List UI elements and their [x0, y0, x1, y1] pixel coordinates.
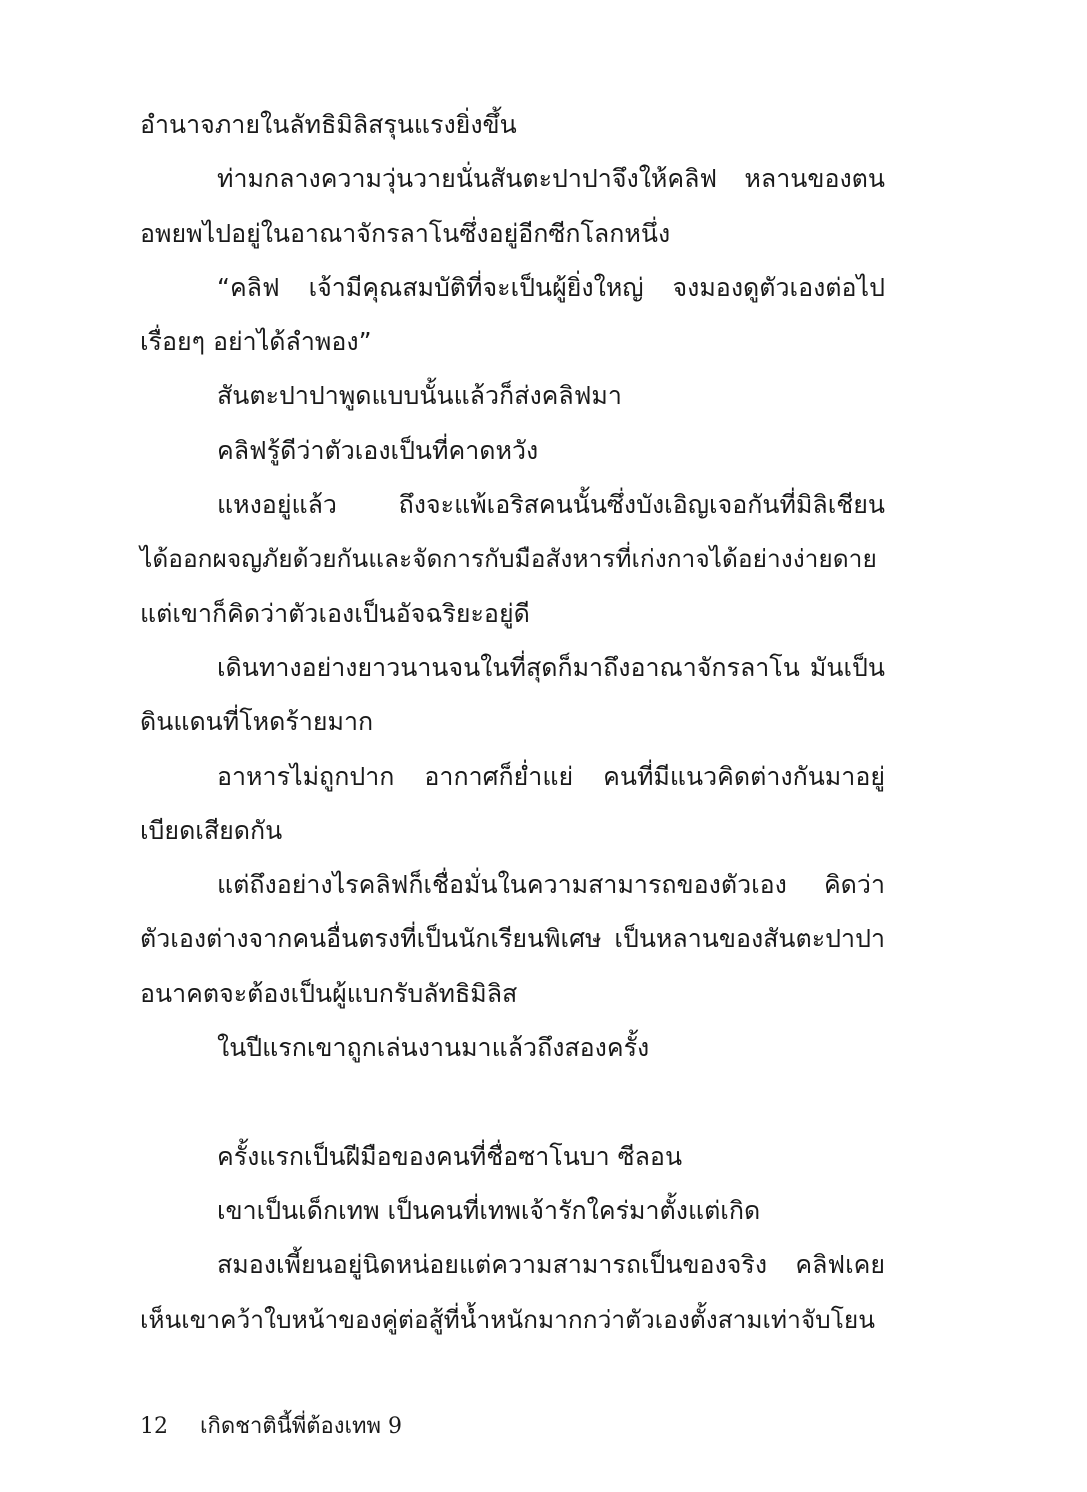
text-line: อพยพไปอยู่ในอาณาจักรลาโนซึ่งอยู่อีกซีกโลกหนึ่ง: [140, 218, 671, 248]
text-line: ดินแดนที่โหดร้ายมาก: [140, 707, 374, 737]
text-line: ตัวเองต่างจากคนอื่นตรงที่เป็นนักเรียนพิเศษ เป็นหลานของสันตะปาปา: [140, 924, 885, 954]
paragraph-first-line: เดินทางอย่างยาวนานจนในที่สุดก็มาถึงอาณาจักรลาโน มันเป็น: [217, 652, 885, 682]
page-footer: [140, 1408, 402, 1443]
text-line: อนาคตจะต้องเป็นผู้แบกรับลัทธิมิลิส: [140, 978, 518, 1008]
text-line: แต่เขาก็คิดว่าตัวเองเป็นอัจฉริยะอยู่ดี: [140, 598, 530, 628]
paragraph-first-line: อาหารไม่ถูกปาก อากาศก็ย่ำแย่ คนที่มีแนวคิดต่างกันมาอยู่: [217, 761, 885, 791]
paragraph-first-line: สมองเพี้ยนอยู่นิดหน่อยแต่ความสามารถเป็นของจริง คลิฟเคย: [217, 1250, 885, 1280]
paragraph-first-line: แต่ถึงอย่างไรคลิฟก็เชื่อมั่นในความสามารถของตัวเอง คิดว่า: [217, 870, 885, 900]
paragraph-first-line: สันตะปาปาพูดแบบนั้นแล้วก็ส่งคลิฟมา: [217, 381, 622, 411]
paragraph-first-line: “คลิฟ เจ้ามีคุณสมบัติที่จะเป็นผู้ยิ่งใหญ่ จงมองดูตัวเองต่อไป: [217, 272, 885, 302]
paragraph-first-line: แหงอยู่แล้ว ถึงจะแพ้เอริสคนนั้นซึ่งบังเอิญเจอกันที่มิลิเชียน: [217, 490, 885, 520]
page-number: 12: [140, 1414, 168, 1439]
text-line: เห็นเขาคว้าใบหน้าของคู่ต่อสู้ที่น้ำหนักมากกว่าตัวเองตั้งสามเท่าจับโยน: [140, 1304, 875, 1334]
text-line: อำนาจภายในลัทธิมิลิสรุนแรงยิ่งขึ้น: [140, 110, 517, 139]
paragraph-first-line: ในปีแรกเขาถูกเล่นงานมาแล้วถึงสองครั้ง: [217, 1033, 650, 1063]
scene-break: [140, 1075, 885, 1129]
paragraph-first-line: ครั้งแรกเป็นฝีมือของคนที่ชื่อซาโนบา ซีลอน: [217, 1141, 683, 1171]
paragraph-first-line: คลิฟรู้ดีว่าตัวเองเป็นที่คาดหวัง: [217, 435, 539, 465]
paragraph-first-line: เขาเป็นเด็กเทพ เป็นคนที่เทพเจ้ารักใคร่มาตั้งแต่เกิด: [217, 1195, 761, 1225]
page-body-text: [140, 98, 885, 1347]
text-line: เรื่อยๆ อย่าได้ลำพอง”: [140, 327, 372, 357]
paragraph-first-line: ท่ามกลางความวุ่นวายนั่นสันตะปาปาจึงให้คลิฟ หลานของตน: [217, 164, 885, 194]
text-line: เบียดเสียดกัน: [140, 815, 283, 845]
running-title: เกิดชาตินี้พี่ต้องเทพ 9: [200, 1414, 402, 1439]
text-line: ได้ออกผจญภัยด้วยกันและจัดการกับมือสังหารที่เก่งกาจได้อย่างง่ายดาย: [140, 544, 877, 574]
